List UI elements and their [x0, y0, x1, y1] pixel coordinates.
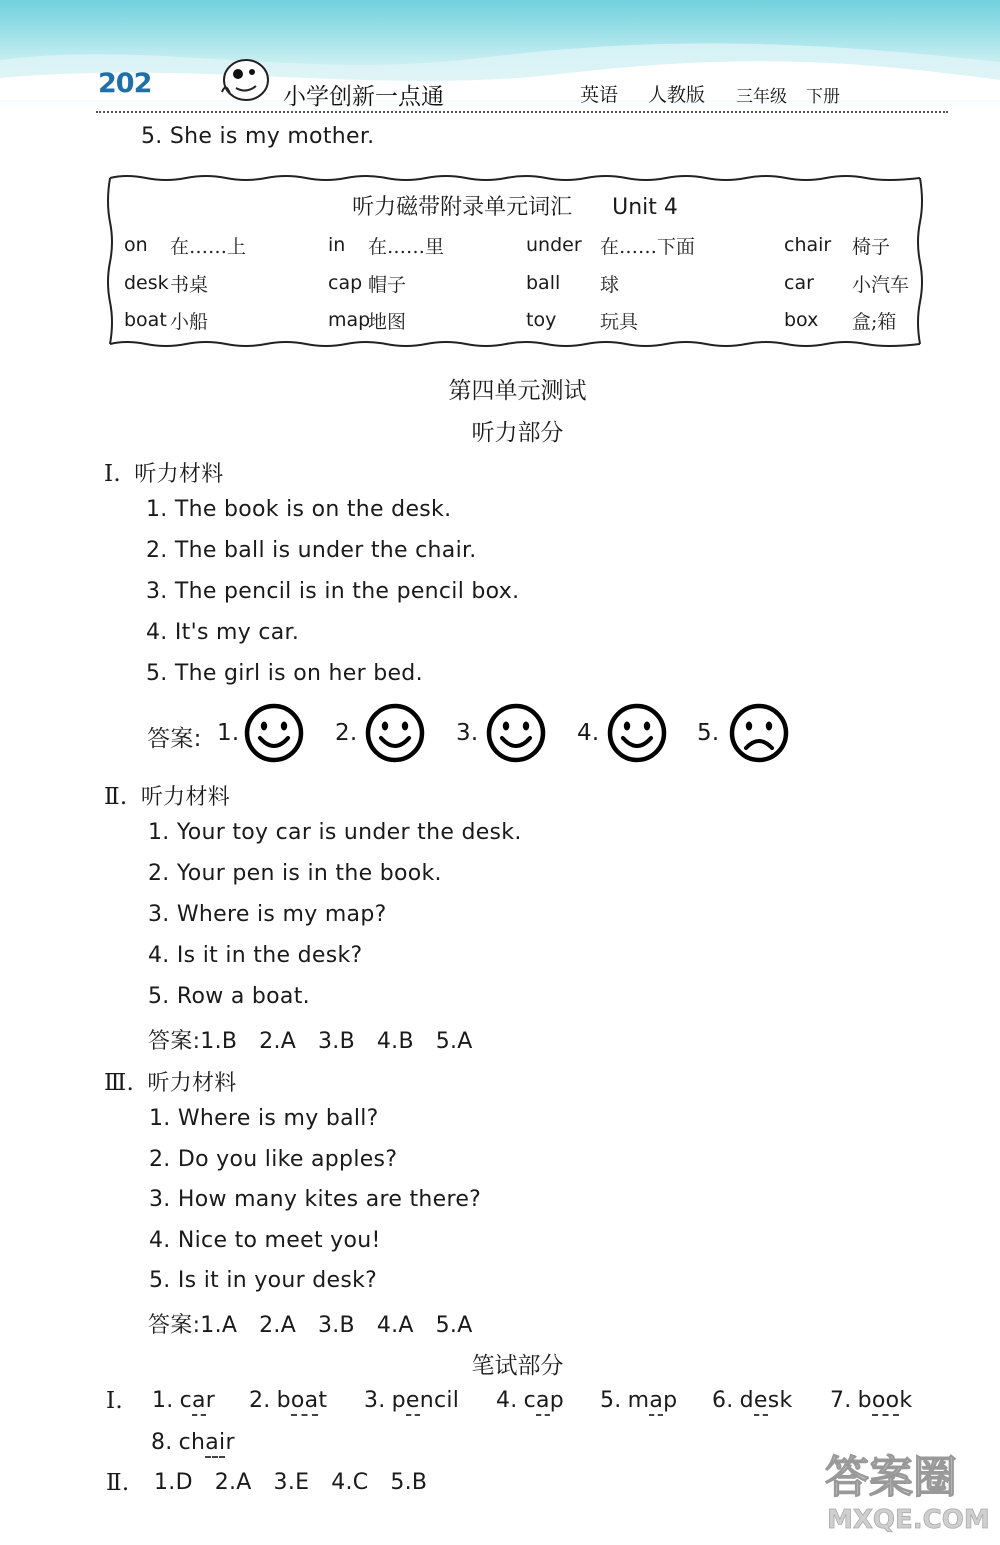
word-end: r	[205, 1388, 216, 1413]
carryover-line: 5. She is my mother.	[141, 124, 375, 149]
grade-label: 三年级	[736, 87, 787, 107]
section3-answers: 答案:1.A 2.A 3.B 4.A 5.A	[148, 1313, 473, 1338]
list-item: 5. The girl is on her bed.	[146, 661, 423, 686]
word-end: k	[899, 1388, 913, 1413]
vocab-title	[106, 190, 924, 221]
spelling-answer	[830, 1388, 912, 1413]
list-item: 1. Your toy car is under the desk.	[148, 820, 522, 845]
underlined-letters: a	[649, 1388, 663, 1416]
sad-face-icon	[728, 702, 790, 764]
list-item: 1. Where is my ball?	[149, 1106, 379, 1131]
word-end: ncil	[419, 1388, 460, 1413]
list-item: 3. Where is my map?	[148, 902, 387, 927]
vocab-entry	[124, 234, 247, 258]
section2-heading: 听力材料	[140, 785, 231, 810]
section2-header	[104, 780, 230, 811]
list-item: 4. Is it in the desk?	[148, 943, 363, 968]
vocab-entry	[328, 309, 407, 333]
page-number: 202	[98, 68, 152, 99]
vocab-word: boat	[124, 309, 167, 331]
vocab-entry	[784, 234, 891, 258]
underlined-letters: e	[754, 1388, 768, 1416]
section1-numeral: Ⅰ.	[104, 461, 121, 487]
vocab-meaning: 书桌	[170, 274, 209, 296]
written1-numeral-wrap	[106, 1388, 123, 1414]
section2-answers: 答案:1.B 2.A 3.B 4.B 5.A	[148, 1029, 473, 1054]
word-start: b	[857, 1388, 872, 1413]
section3-numeral: Ⅲ.	[104, 1070, 135, 1096]
written-title: 笔试部分	[471, 1353, 564, 1379]
written2-answers: 1.D 2.A 3.E 4.C 5.B	[154, 1470, 428, 1495]
item-number: 8.	[151, 1430, 173, 1455]
edition-label: 人教版	[648, 84, 706, 106]
word-start: c	[523, 1388, 536, 1413]
vocab-entry	[526, 272, 620, 296]
vocab-meaning: 椅子	[852, 236, 891, 258]
section3-header	[104, 1066, 237, 1097]
vocab-meaning: 在……下面	[600, 236, 696, 258]
vocab-entry	[784, 309, 897, 333]
list-item: 2. Your pen is in the book.	[148, 861, 442, 886]
vocab-entry	[124, 309, 209, 333]
item-number: 7.	[830, 1388, 852, 1413]
mascot-icon	[216, 52, 272, 104]
happy-face-icon	[243, 702, 305, 764]
answer-number: 4.	[577, 720, 600, 746]
happy-face-icon	[606, 702, 668, 764]
vocab-meaning: 在……上	[170, 236, 247, 258]
watermark	[817, 1440, 992, 1539]
word-end: p	[663, 1388, 678, 1413]
vocab-box	[106, 172, 924, 348]
watermark-logo	[817, 1440, 992, 1535]
list-item: 2. The ball is under the chair.	[146, 538, 477, 563]
section1-heading: 听力材料	[134, 462, 224, 487]
written2-numeral-wrap	[106, 1470, 130, 1496]
spelling-answer	[249, 1388, 327, 1413]
word-start: d	[739, 1388, 754, 1413]
spelling-answer	[712, 1388, 793, 1413]
spelling-answer	[151, 1430, 235, 1455]
vocab-title-cn: 听力磁带附录单元词汇	[352, 195, 573, 220]
list-item: 4. It's my car.	[146, 620, 300, 645]
word-start: p	[391, 1388, 406, 1413]
list-item: 3. The pencil is in the pencil box.	[146, 579, 520, 604]
item-number: 5.	[600, 1388, 622, 1413]
term-label: 下册	[806, 87, 840, 107]
list-item: 4. Nice to meet you!	[149, 1227, 381, 1253]
answer-number: 3.	[456, 720, 479, 746]
item-number: 3.	[364, 1388, 386, 1413]
vocab-meaning: 地图	[368, 311, 407, 333]
vocab-meaning: 玩具	[600, 311, 639, 333]
watermark-url: MXQE.COM	[827, 1505, 990, 1535]
header-divider	[96, 111, 948, 113]
answer-number: 2.	[335, 720, 358, 746]
vocab-entry	[328, 234, 445, 258]
spelling-answer	[600, 1388, 677, 1413]
vocab-word: ball	[526, 272, 561, 294]
vocab-entry	[328, 272, 407, 296]
vocab-meaning: 小汽车	[852, 274, 910, 296]
answer-number: 5.	[697, 720, 720, 746]
vocab-word: toy	[526, 309, 557, 331]
listening-title: 听力部分	[471, 420, 564, 446]
watermark-cn: 答案圈	[825, 1452, 957, 1503]
underlined-letters: a	[536, 1388, 550, 1416]
list-item: 5. Is it in your desk?	[149, 1268, 378, 1293]
word-start: m	[627, 1388, 650, 1413]
section1-header	[104, 457, 224, 488]
written1-numeral: Ⅰ.	[106, 1388, 123, 1414]
vocab-word: chair	[784, 234, 832, 256]
book-title: 小学创新一点通	[283, 84, 444, 110]
vocab-entry	[526, 234, 696, 258]
happy-face-icon	[364, 702, 426, 764]
underlined-letters: e	[406, 1388, 420, 1416]
underlined-letters: oo	[872, 1388, 900, 1416]
word-start: b	[276, 1388, 291, 1413]
item-number: 6.	[712, 1388, 734, 1413]
list-item: 2. Do you like apples?	[149, 1146, 398, 1172]
vocab-word: box	[784, 309, 819, 331]
test-title: 第四单元测试	[448, 378, 587, 404]
word-end: t	[318, 1388, 328, 1413]
answer-number: 1.	[217, 720, 240, 746]
vocab-word: under	[526, 234, 582, 256]
word-start: ch	[178, 1430, 206, 1455]
spelling-answer	[496, 1388, 564, 1413]
vocab-meaning: 帽子	[368, 274, 407, 296]
list-item: 3. How many kites are there?	[149, 1187, 482, 1212]
underlined-letters: ai	[205, 1430, 225, 1458]
list-item: 5. Row a boat.	[148, 984, 310, 1009]
item-number: 1.	[152, 1388, 174, 1413]
item-number: 4.	[496, 1388, 518, 1413]
item-number: 2.	[249, 1388, 271, 1413]
vocab-word: desk	[124, 272, 169, 294]
vocab-word: on	[124, 234, 148, 256]
subject-label: 英语	[580, 84, 619, 106]
word-end: r	[225, 1430, 235, 1455]
happy-face-icon	[485, 702, 547, 764]
vocab-word: cap	[328, 272, 363, 294]
list-item: 1. The book is on the desk.	[146, 497, 452, 522]
vocab-meaning: 小船	[170, 311, 209, 333]
vocab-meaning: 盒;箱	[852, 311, 897, 333]
vocab-entry	[124, 272, 209, 296]
vocab-entry	[784, 272, 910, 296]
vocab-word: car	[784, 272, 814, 294]
vocab-unit: Unit 4	[612, 195, 678, 220]
word-end: sk	[767, 1388, 793, 1413]
vocab-meaning: 球	[600, 274, 620, 296]
vocab-word: map	[328, 309, 371, 331]
vocab-meaning: 在……里	[368, 236, 445, 258]
spelling-answer	[152, 1388, 215, 1413]
written2-numeral: Ⅱ.	[106, 1470, 130, 1496]
spelling-answer	[364, 1388, 459, 1413]
section1-answer-label: 答案:	[147, 726, 202, 752]
vocab-entry	[526, 309, 639, 333]
underlined-letters: oa	[291, 1388, 319, 1416]
section3-heading: 听力材料	[147, 1071, 237, 1096]
vocab-word: in	[328, 234, 346, 256]
word-start: c	[179, 1388, 192, 1413]
underlined-letters: a	[192, 1388, 206, 1416]
section2-numeral: Ⅱ.	[104, 784, 128, 810]
word-end: p	[549, 1388, 565, 1413]
